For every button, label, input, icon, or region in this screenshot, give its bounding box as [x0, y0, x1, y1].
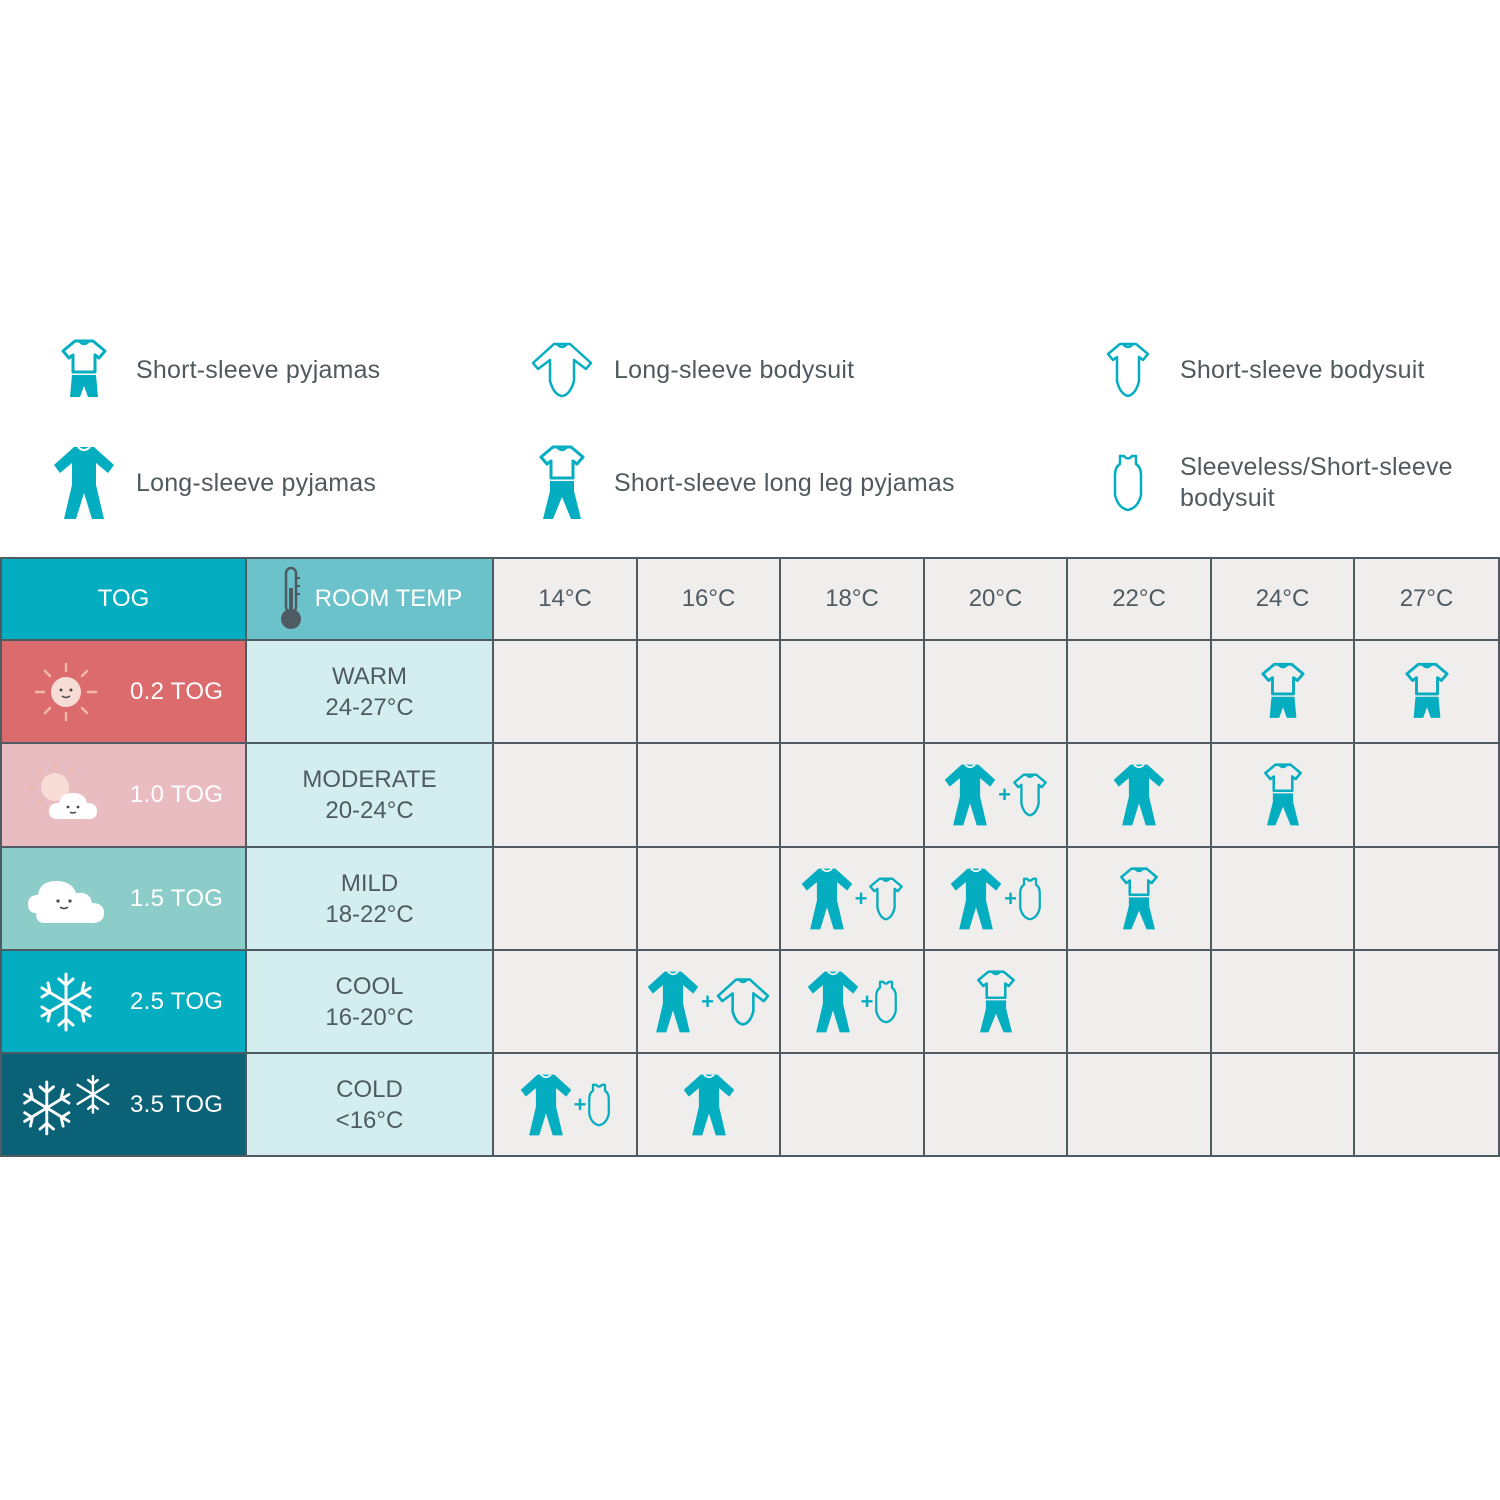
long-sleeve-pyjamas-icon [1112, 763, 1166, 827]
table-cell [638, 744, 781, 848]
table-cell [1355, 1054, 1500, 1157]
room-condition: MODERATE [302, 766, 437, 793]
long-sleeve-pyjamas-icon [943, 763, 997, 827]
room-range: 20-24°C [325, 797, 414, 824]
row-room-temp-cell [247, 951, 494, 1054]
short-sleeve-long-leg-pyjamas-icon [1119, 867, 1159, 931]
legend-item-short-sleeve-pyjamas [52, 330, 380, 410]
table-cell [781, 951, 925, 1054]
thermometer-icon [277, 566, 305, 632]
double-snowflake-icon [16, 1073, 116, 1137]
plus-icon: + [1004, 885, 1017, 911]
legend-label: Short-sleeve bodysuit [1180, 355, 1425, 384]
legend-label: Sleeveless/Short-sleeve bodysuit [1180, 453, 1453, 512]
tog-label: 0.2 TOG [130, 677, 224, 705]
plus-icon: + [854, 885, 868, 911]
table-cell [925, 951, 1068, 1054]
row-tog-cell [0, 1054, 247, 1157]
legend-label: Short-sleeve long leg pyjamas [614, 468, 955, 497]
table-cell [781, 1054, 925, 1157]
row-room-temp-cell [247, 1054, 494, 1157]
table-cell [638, 641, 781, 744]
table-cell [925, 1054, 1068, 1157]
room-condition: COLD [336, 1075, 403, 1103]
table-cell [638, 951, 781, 1054]
long-sleeve-pyjamas-icon [519, 1073, 573, 1137]
legend-label: Short-sleeve pyjamas [136, 355, 381, 384]
table-cell [494, 848, 638, 951]
table-cell [1068, 641, 1212, 744]
table-cell [1068, 951, 1212, 1054]
table-cell [925, 641, 1068, 744]
room-condition: WARM [331, 662, 408, 690]
room-range: 18-22°C [325, 900, 414, 928]
table-cell [638, 1054, 781, 1157]
row-room-temp-cell [247, 641, 494, 744]
short-sleeve-bodysuit-icon [868, 876, 904, 922]
sun-cloud-icon [16, 759, 116, 831]
header-temp: 27°C [1355, 557, 1500, 641]
cloud-icon [16, 869, 116, 929]
table-cell [1068, 848, 1212, 951]
tog-label: 1.5 TOG [130, 884, 224, 912]
tog-label: 2.5 TOG [130, 987, 224, 1015]
sleeveless-bodysuit-icon [1018, 876, 1042, 922]
snowflake-icon [16, 970, 116, 1034]
table-cell [1212, 848, 1355, 951]
tog-label: 1.0 TOG [130, 781, 224, 808]
row-tog-cell [0, 744, 247, 848]
legend-item-short-sleeve-bodysuit [1096, 330, 1425, 410]
legend-item-sleeveless-bodysuit [1096, 443, 1453, 523]
short-sleeve-long-leg-pyjamas-icon [976, 970, 1016, 1034]
header-tog: TOG [0, 557, 247, 641]
room-condition: MILD [340, 869, 399, 897]
table-cell [494, 951, 638, 1054]
header-temp: 18°C [781, 557, 925, 641]
table-cell [781, 641, 925, 744]
table-cell [638, 848, 781, 951]
clothing-legend [0, 0, 1500, 540]
tog-label: 3.5 TOG [130, 1090, 224, 1118]
table-cell [1212, 641, 1355, 744]
table-cell [1355, 641, 1500, 744]
table-cell [494, 744, 638, 848]
row-tog-cell [0, 641, 247, 744]
short-sleeve-long-leg-pyjamas-icon [530, 443, 594, 523]
row-room-temp-cell [247, 744, 494, 848]
long-sleeve-pyjamas-icon [682, 1073, 736, 1137]
sleeveless-bodysuit-icon [587, 1082, 611, 1128]
legend-label: Long-sleeve pyjamas [136, 468, 377, 497]
plus-icon: + [701, 988, 714, 1014]
short-sleeve-pyjamas-icon [1261, 662, 1305, 722]
table-cell [1212, 744, 1355, 848]
long-sleeve-bodysuit-icon [530, 330, 594, 410]
legend-label: Long-sleeve bodysuit [614, 355, 855, 384]
table-cell [494, 641, 638, 744]
row-tog-cell [0, 951, 247, 1054]
plus-icon: + [573, 1091, 587, 1117]
header-temp: 22°C [1068, 557, 1212, 641]
tog-chart-table [0, 557, 1500, 1159]
table-cell [1355, 951, 1500, 1054]
table-cell [1212, 1054, 1355, 1157]
legend-item-short-sleeve-long-leg-pyjamas [530, 443, 955, 523]
header-temp: 16°C [638, 557, 781, 641]
room-range: 16-20°C [325, 1003, 414, 1031]
long-sleeve-pyjamas-icon [806, 970, 860, 1034]
room-range: 24-27°C [325, 693, 414, 721]
short-sleeve-pyjamas-icon [1405, 662, 1449, 722]
short-sleeve-long-leg-pyjamas-icon [1263, 763, 1303, 827]
table-cell [781, 848, 925, 951]
table-cell [925, 848, 1068, 951]
table-cell [494, 1054, 638, 1157]
long-sleeve-pyjamas-icon [800, 867, 854, 931]
row-room-temp-cell [247, 848, 494, 951]
long-sleeve-pyjamas-icon [949, 867, 1003, 931]
header-temp: 14°C [494, 557, 638, 641]
sleeveless-bodysuit-icon [874, 979, 898, 1025]
sun-icon [16, 660, 116, 724]
header-room-temp [247, 557, 494, 641]
plus-icon: + [998, 782, 1011, 807]
table-cell [925, 744, 1068, 848]
table-cell [1068, 744, 1212, 848]
short-sleeve-bodysuit-icon [1096, 330, 1160, 410]
table-cell [1355, 744, 1500, 848]
table-cell [1355, 848, 1500, 951]
long-sleeve-pyjamas-icon [52, 443, 116, 523]
room-range: <16°C [335, 1106, 404, 1134]
legend-item-long-sleeve-pyjamas [52, 443, 376, 523]
header-temp: 20°C [925, 557, 1068, 641]
short-sleeve-bodysuit-icon [1012, 772, 1048, 818]
table-cell [781, 744, 925, 848]
row-tog-cell [0, 848, 247, 951]
header-temp: 24°C [1212, 557, 1355, 641]
short-sleeve-pyjamas-icon [52, 330, 116, 410]
long-sleeve-pyjamas-icon [646, 970, 700, 1034]
table-cell [1212, 951, 1355, 1054]
header-room-temp-label: ROOM TEMP [314, 585, 463, 612]
table-cell [1068, 1054, 1212, 1157]
legend-item-long-sleeve-bodysuit [530, 330, 854, 410]
sleeveless-bodysuit-icon [1096, 443, 1160, 523]
plus-icon: + [860, 988, 874, 1014]
long-sleeve-bodysuit-icon [715, 977, 771, 1027]
room-condition: COOL [335, 972, 404, 1000]
